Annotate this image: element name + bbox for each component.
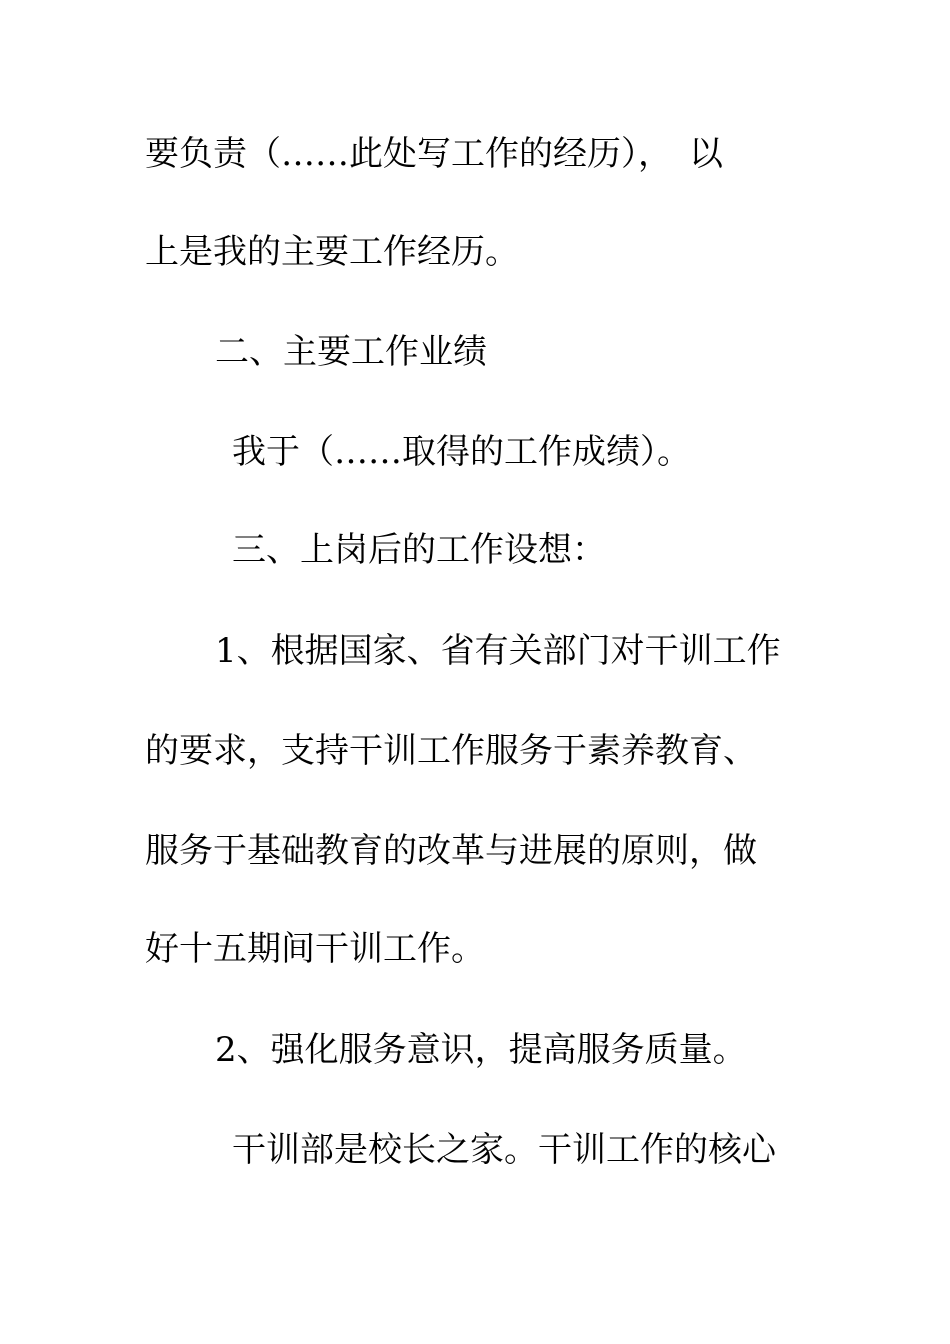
- text-line: 的要求，支持干训工作服务于素养教育、: [145, 731, 757, 771]
- text-line: 1、根据国家、省有关部门对干训工作: [215, 631, 781, 671]
- text-line: 好十五期间干训工作。: [145, 929, 485, 969]
- text-line: 2、强化服务意识，提高服务质量。: [215, 1030, 747, 1070]
- text-line: 我于（……取得的工作成绩）。: [232, 432, 691, 472]
- section-heading: 二、主要工作业绩: [215, 332, 487, 372]
- text-line: 服务于基础教育的改革与进展的原则，做: [145, 831, 757, 871]
- section-heading: 三、上岗后的工作设想：: [232, 530, 606, 570]
- text-line: 要负责（……此处写工作的经历）， 以: [145, 134, 723, 174]
- text-line: 干训部是校长之家。干训工作的核心: [232, 1130, 776, 1170]
- text-line: 上是我的主要工作经历。: [145, 232, 519, 272]
